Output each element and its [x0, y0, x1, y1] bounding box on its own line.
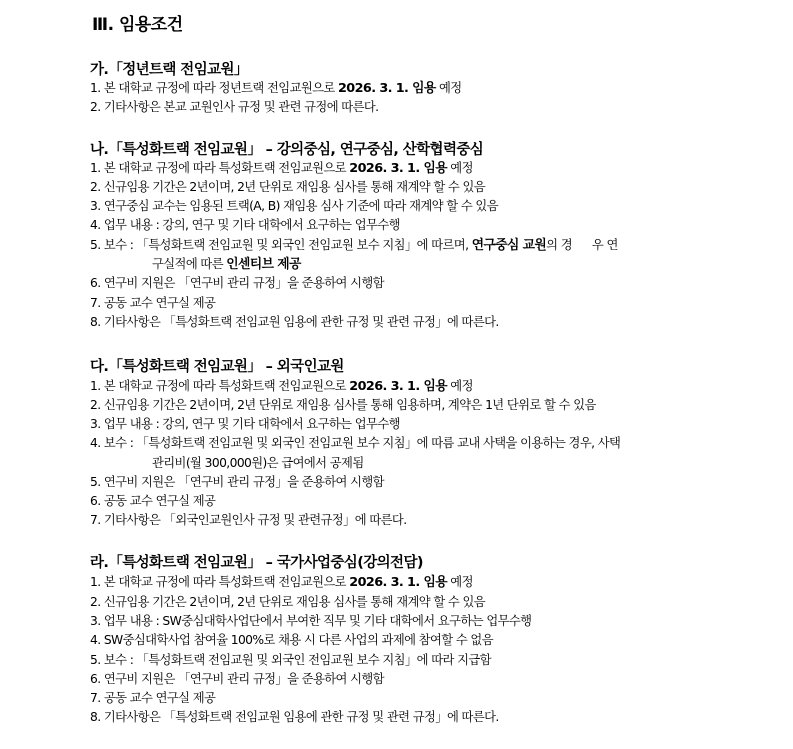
- list-item: 1. 본 대학교 규정에 따라 특성화트랙 전임교원으로 2026. 3. 1. 임용 예정: [90, 575, 473, 590]
- list-item: 8. 기타사항은 「특성화트랙 전임교원 임용에 관한 규정 및 관련 규정」에 따른다.: [90, 710, 499, 724]
- section-title-ga: 가.「정년트랙 전임교원」: [90, 62, 248, 78]
- list-item: 1. 본 대학교 규정에 따라 특성화트랙 전임교원으로 2026. 3. 1. 임용 예정: [90, 379, 473, 394]
- section-title-ra: 라.「특성화트랙 전임교원」 – 국가사업중심(강의전담): [90, 555, 423, 571]
- list-item: 3. 업무 내용 : 강의, 연구 및 기타 대학에서 요구하는 업무수행: [90, 417, 400, 431]
- list-item-continuation: 관리비(월 300,000원)은 급여에서 공제됨: [152, 456, 364, 470]
- list-item: 5. 보수 : 「특성화트랙 전임교원 및 외국인 전임교원 보수 지침」에 따라 지급함: [90, 653, 491, 667]
- list-item: 6. 공동 교수 연구실 제공: [90, 494, 216, 508]
- list-item: 4. SW중심대학사업 참여율 100%로 채용 시 다른 사업의 과제에 참여할 수 없음: [90, 633, 493, 647]
- list-item: 7. 공동 교수 연구실 제공: [90, 691, 216, 705]
- list-item: 2. 기타사항은 본교 교원인사 규정 및 관련 규정에 따른다.: [90, 100, 379, 114]
- list-item-continuation: 구실적에 따른 인센티브 제공: [152, 257, 301, 272]
- list-item: 1. 본 대학교 규정에 따라 특성화트랙 전임교원으로 2026. 3. 1. 임용 예정: [90, 161, 473, 176]
- section-title-da: 다.「특성화트랙 전임교원」 – 외국인교원: [90, 359, 344, 375]
- list-item: 7. 공동 교수 연구실 제공: [90, 296, 216, 310]
- list-item: 2. 신규임용 기간은 2년이며, 2년 단위로 재임용 심사를 통해 재계약 할 수 있음: [90, 180, 486, 194]
- list-item: 3. 연구중심 교수는 임용된 트랙(A, B) 재임용 심사 기준에 따라 재계약 할 수 있음: [90, 199, 498, 213]
- section-title-na: 나.「특성화트랙 전임교원」 – 강의중심, 연구중심, 산학협력중심: [90, 142, 484, 158]
- list-item: 2. 신규임용 기간은 2년이며, 2년 단위로 재임용 심사를 통해 재계약 할 수 있음: [90, 595, 486, 609]
- list-item: 2. 신규임용 기간은 2년이며, 2년 단위로 재임용 심사를 통해 임용하며, 계약은 1년 단위로 할 수 있음: [90, 398, 596, 412]
- list-item: 5. 보수 : 「특성화트랙 전임교원 및 외국인 전임교원 보수 지침」에 따르며, 연구중심 교원의 경 우 연: [90, 238, 618, 253]
- list-item: 1. 본 대학교 규정에 따라 정년트랙 전임교원으로 2026. 3. 1. 임용 예정: [90, 81, 462, 96]
- list-item: 6. 연구비 지원은 「연구비 관리 규정」을 준용하여 시행함: [90, 672, 384, 686]
- main-title: Ⅲ. 임용조건: [92, 15, 183, 35]
- list-item: 4. 업무 내용 : 강의, 연구 및 기타 대학에서 요구하는 업무수행: [90, 218, 400, 232]
- list-item: 5. 연구비 지원은 「연구비 관리 규정」을 준용하여 시행함: [90, 475, 384, 489]
- list-item: 3. 업무 내용 : SW중심대학사업단에서 부여한 직무 및 기타 대학에서 요구하는 업무수행: [90, 614, 532, 628]
- list-item: 4. 보수 : 「특성화트랙 전임교원 및 외국인 전임교원 보수 지침」에 따름 교내 사택을 이용하는 경우, 사택: [90, 436, 621, 450]
- list-item: 7. 기타사항은 「외국인교원인사 규정 및 관련규정」에 따른다.: [90, 513, 407, 527]
- list-item: 8. 기타사항은 「특성화트랙 전임교원 임용에 관한 규정 및 관련 규정」에 따른다.: [90, 315, 499, 329]
- list-item: 6. 연구비 지원은 「연구비 관리 규정」을 준용하여 시행함: [90, 276, 384, 290]
